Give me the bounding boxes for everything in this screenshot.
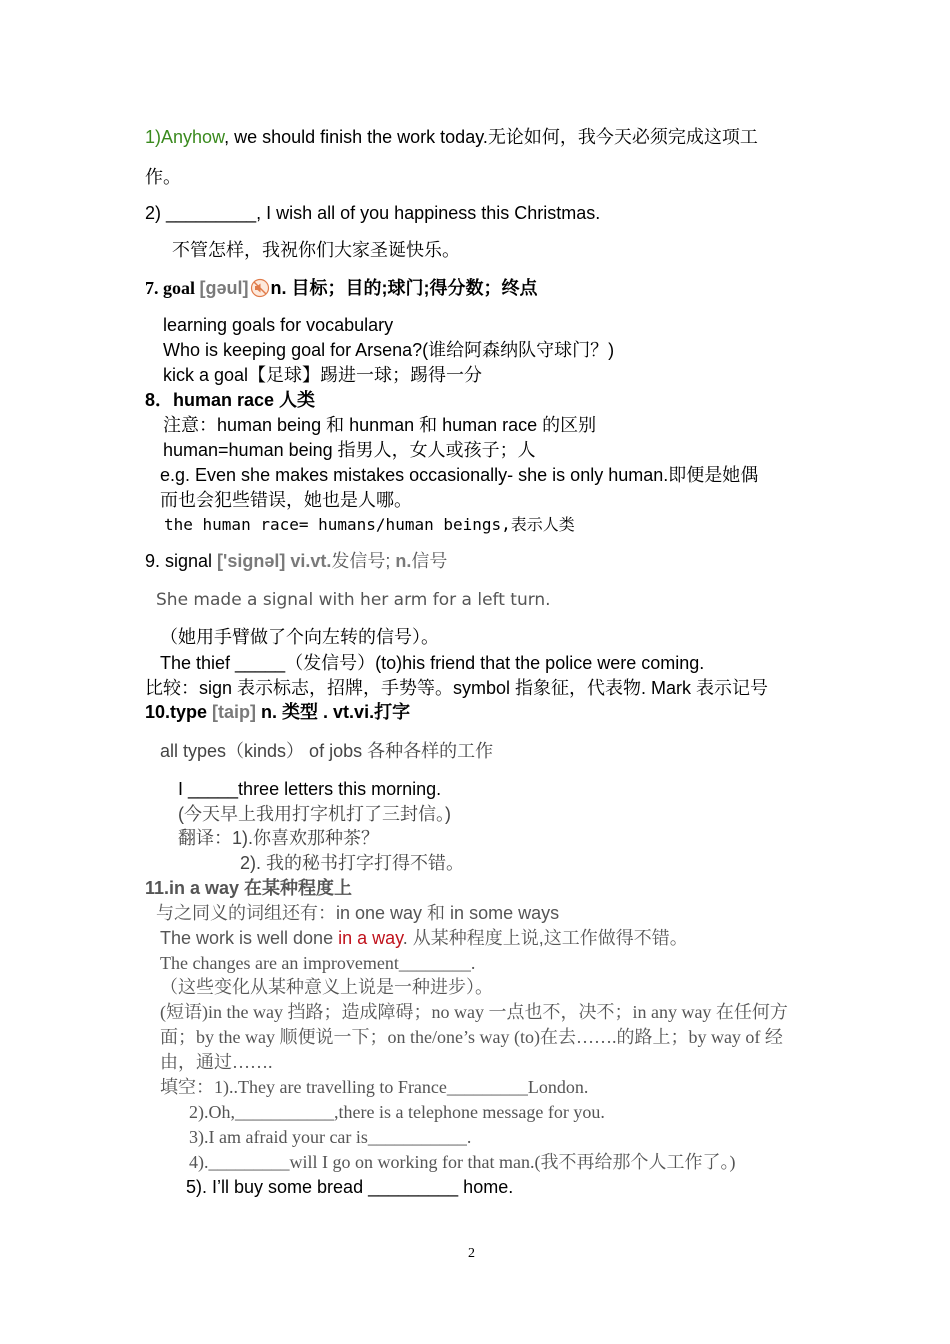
example-1-text: , we should finish the work today.无论如何，我今天必须完成这项工 xyxy=(224,127,758,147)
anyhow-word: 1)Anyhow xyxy=(145,127,225,147)
goal-example-2: Who is keeping goal for Arsena?(谁给阿森纳队守球门？) xyxy=(163,340,615,360)
heading-goal: 7. goal [gəul] n. 目标；目的;球门;得分数；终点 xyxy=(145,278,538,298)
signal-compare: 比较：sign 表示标志，招牌，手势等。symbol 指象征，代表物. Mark 表示记号 xyxy=(145,678,769,698)
heading-signal: 9. signal ['signəl] vi.vt.发信号; n.信号 xyxy=(145,551,448,571)
type-exercise: I _____three letters this morning. xyxy=(178,779,442,799)
fill-in-1: 填空：1)..They are travelling to France_________London. xyxy=(160,1077,589,1097)
phrases-line-2: 面；by the way 顺便说一下；on the/one’s way (to)在去…….的路上；by way of 经 xyxy=(160,1027,783,1047)
phonetic-type: [taip] xyxy=(212,702,257,722)
in-a-way-exercise-translation: （这些变化从某种意义上说是一种进步）。 xyxy=(160,977,493,997)
signal-exercise: The thief _____（发信号）(to)his friend that the police were coming. xyxy=(160,653,705,673)
human-definition: human=human being 指男人，女人或孩子；人 xyxy=(163,440,536,460)
in-a-way-highlight: in a way xyxy=(338,928,403,948)
heading-type: 10.type [taip] n. 类型 . vt.vi.打字 xyxy=(145,702,411,722)
phonetic-goal: [gəul] xyxy=(199,278,249,298)
example-1-cont: 作。 xyxy=(145,167,181,187)
type-translate-1: 翻译：1).你喜欢那种茶？ xyxy=(178,828,380,848)
heading-human-race: 8．human race 人类 xyxy=(145,390,316,410)
in-a-way-synonyms: 与之同义的词组还有：in one way 和 in some ways xyxy=(156,903,560,923)
type-example: all types（kinds） of jobs 各种各样的工作 xyxy=(160,741,494,761)
human-note: 注意：human being 和 hunman 和 human race 的区别 xyxy=(163,415,597,435)
example-2-translation: 不管怎样，我祝你们大家圣诞快乐。 xyxy=(172,240,460,260)
goal-example-3: kick a goal【足球】踢进一球；踢得一分 xyxy=(163,365,483,385)
speaker-muted-icon[interactable] xyxy=(250,278,270,298)
fill-in-2: 2).Oh,___________,there is a telephone message for you. xyxy=(189,1102,605,1122)
goal-example-1: learning goals for vocabulary xyxy=(163,315,394,335)
in-a-way-example: The work is well done in a way. 从某种程度上说,这工作做得不错。 xyxy=(160,928,688,948)
in-a-way-exercise: The changes are an improvement________. xyxy=(160,953,476,973)
signal-example: She made a signal with her arm for a left turn. xyxy=(156,590,551,610)
fill-in-4: 4)._________will I go on working for that man.(我不再给那个人工作了。) xyxy=(189,1152,736,1172)
phrases-line-3: 由，通过……. xyxy=(160,1052,273,1072)
type-translate-2: 2). 我的秘书打字打得不错。 xyxy=(240,853,465,873)
example-1 xyxy=(145,125,758,149)
phrases-line-1: (短语)in the way 挡路；造成障碍；no way 一点也不，决不；in any way 在任何方 xyxy=(160,1002,788,1022)
example-2: 2) _________, I wish all of you happiness this Christmas. xyxy=(145,203,601,223)
type-exercise-translation: (今天早上我用打字机打了三封信。) xyxy=(178,804,451,824)
human-example-cont: 而也会犯些错误，她也是人哪。 xyxy=(160,490,412,510)
human-race-definition: the human race= humans/human beings,表示人类 xyxy=(164,515,575,534)
page-number: 2 xyxy=(468,1246,475,1261)
fill-in-5: 5). I’ll buy some bread _________ home. xyxy=(186,1177,514,1197)
human-example: e.g. Even she makes mistakes occasionally- she is only human.即便是她偶 xyxy=(160,465,759,485)
heading-in-a-way: 11.in a way 在某种程度上 xyxy=(145,878,353,898)
phonetic-signal: ['signəl] vi.vt. xyxy=(217,551,332,571)
signal-translation: （她用手臂做了个向左转的信号）。 xyxy=(160,627,439,647)
fill-in-3: 3).I am afraid your car is___________. xyxy=(189,1127,472,1147)
